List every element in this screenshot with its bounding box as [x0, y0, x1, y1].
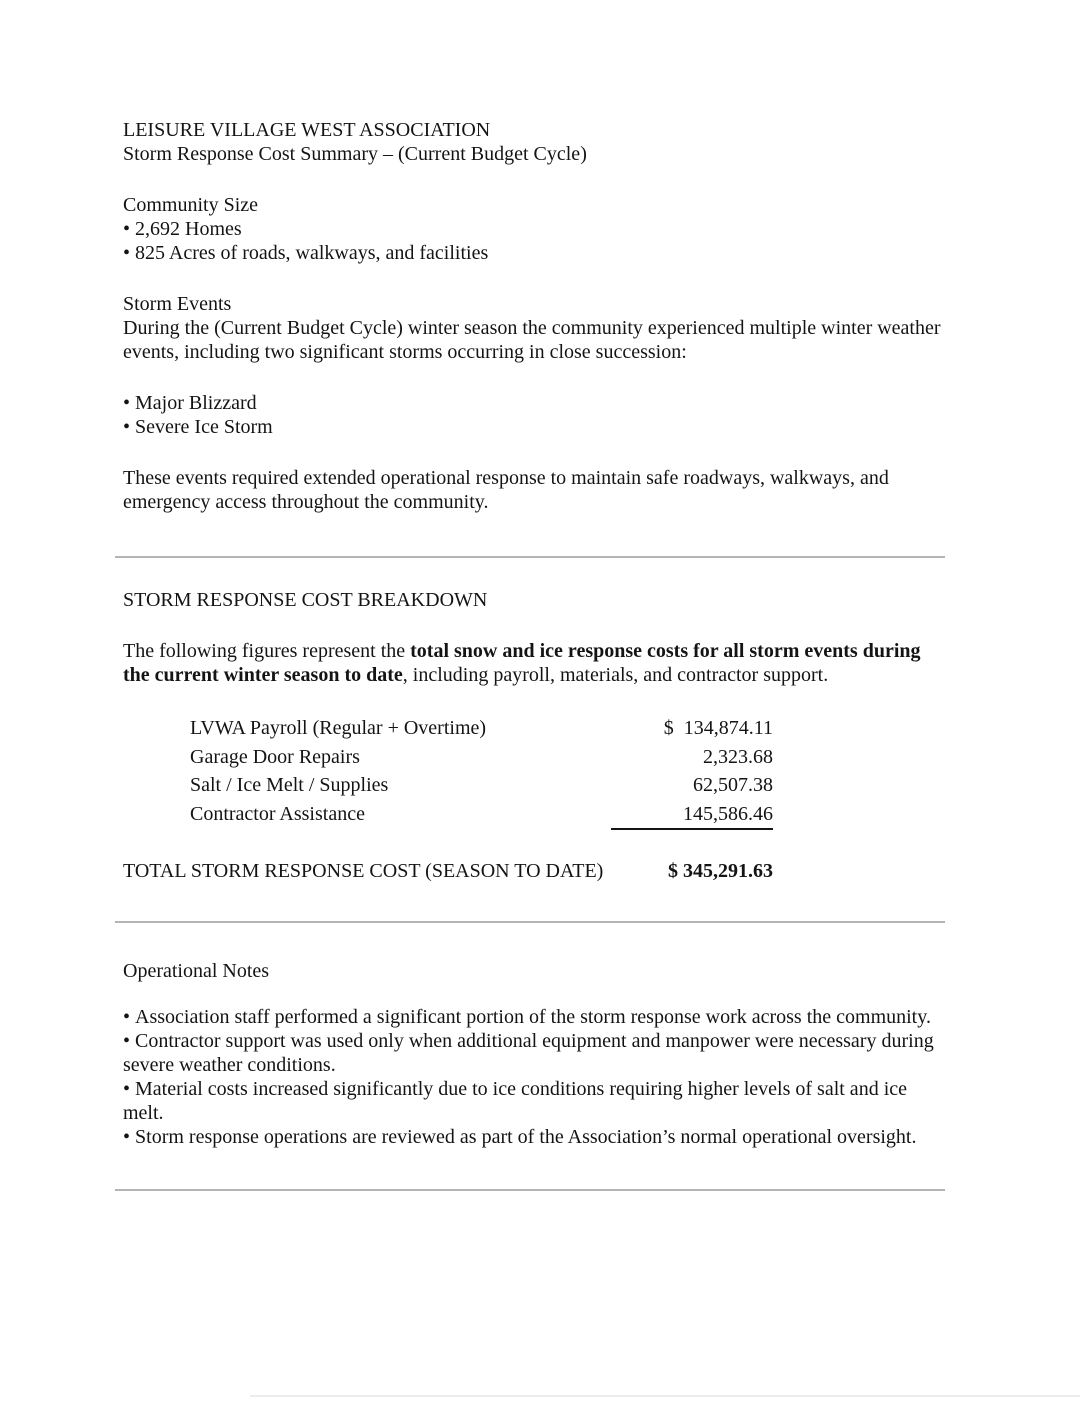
document-content: [123, 118, 945, 1191]
table-row-salt-supplies: [190, 771, 773, 800]
document-subtitle: Storm Response Cost Summary – (Current Budget Cycle): [123, 143, 587, 165]
community-size-heading: Community Size: [123, 194, 258, 216]
operational-notes-heading: Operational Notes: [123, 960, 270, 982]
total-row: [123, 859, 773, 883]
storm-bullet-blizzard: • Major Blizzard: [123, 391, 945, 415]
note-bullet-material: • Material costs increased significantly due to ice conditions requiring higher levels of salt and ice melt.: [123, 1077, 945, 1125]
page-bottom-scan-line: [250, 1395, 1080, 1397]
cost-amount: 62,507.38: [693, 774, 773, 796]
community-bullet-homes: • 2,692 Homes: [123, 217, 945, 241]
cost-amount: 2,323.68: [703, 745, 773, 768]
breakdown-heading: STORM RESPONSE COST BREAKDOWN: [123, 589, 488, 611]
breakdown-intro-normal-1: The following figures represent the: [123, 640, 411, 662]
table-row-payroll: [190, 714, 773, 743]
table-row-contractor: [190, 800, 773, 831]
section-divider-3: [115, 1189, 945, 1191]
breakdown-intro: [123, 639, 945, 687]
document-title: LEISURE VILLAGE WEST ASSOCIATION: [123, 119, 491, 141]
note-bullet-review: • Storm response operations are reviewed as part of the Association’s normal operational oversight.: [123, 1125, 945, 1149]
cost-label: Garage Door Repairs: [190, 745, 360, 768]
community-bullet-acres: • 825 Acres of roads, walkways, and facilities: [123, 241, 945, 265]
table-row-garage-door: [190, 743, 773, 772]
storm-events-intro: During the (Current Budget Cycle) winter season the community experienced multiple winter weather events, including two significant storms occurring in close succession:: [123, 317, 941, 363]
breakdown-intro-normal-2: , including payroll, materials, and contractor support.: [402, 664, 829, 686]
storm-bullet-ice-storm: • Severe Ice Storm: [123, 415, 945, 439]
cost-label: Contractor Assistance: [190, 802, 365, 825]
note-bullet-staff: • Association staff performed a significant portion of the storm response work across the community.: [123, 1005, 945, 1029]
total-label: TOTAL STORM RESPONSE COST (SEASON TO DATE): [123, 860, 604, 882]
cost-label: LVWA Payroll (Regular + Overtime): [190, 717, 487, 739]
cost-amount: $ 134,874.11: [663, 717, 773, 739]
cost-amount: 145,586.46: [611, 800, 773, 831]
cost-label: Salt / Ice Melt / Supplies: [190, 774, 389, 796]
breakdown-intro-bold: total snow and ice response costs for all storm events during the current winter season to date: [123, 640, 921, 686]
total-amount: $ 345,291.63: [668, 860, 773, 882]
note-bullet-contractor: • Contractor support was used only when additional equipment and manpower were necessary during severe weather conditions.: [123, 1029, 945, 1077]
storm-events-heading: Storm Events: [123, 293, 232, 315]
storm-events-closing: These events required extended operational response to maintain safe roadways, walkways, and emergency access throughout the community.: [123, 467, 889, 513]
cost-table: [190, 714, 773, 830]
